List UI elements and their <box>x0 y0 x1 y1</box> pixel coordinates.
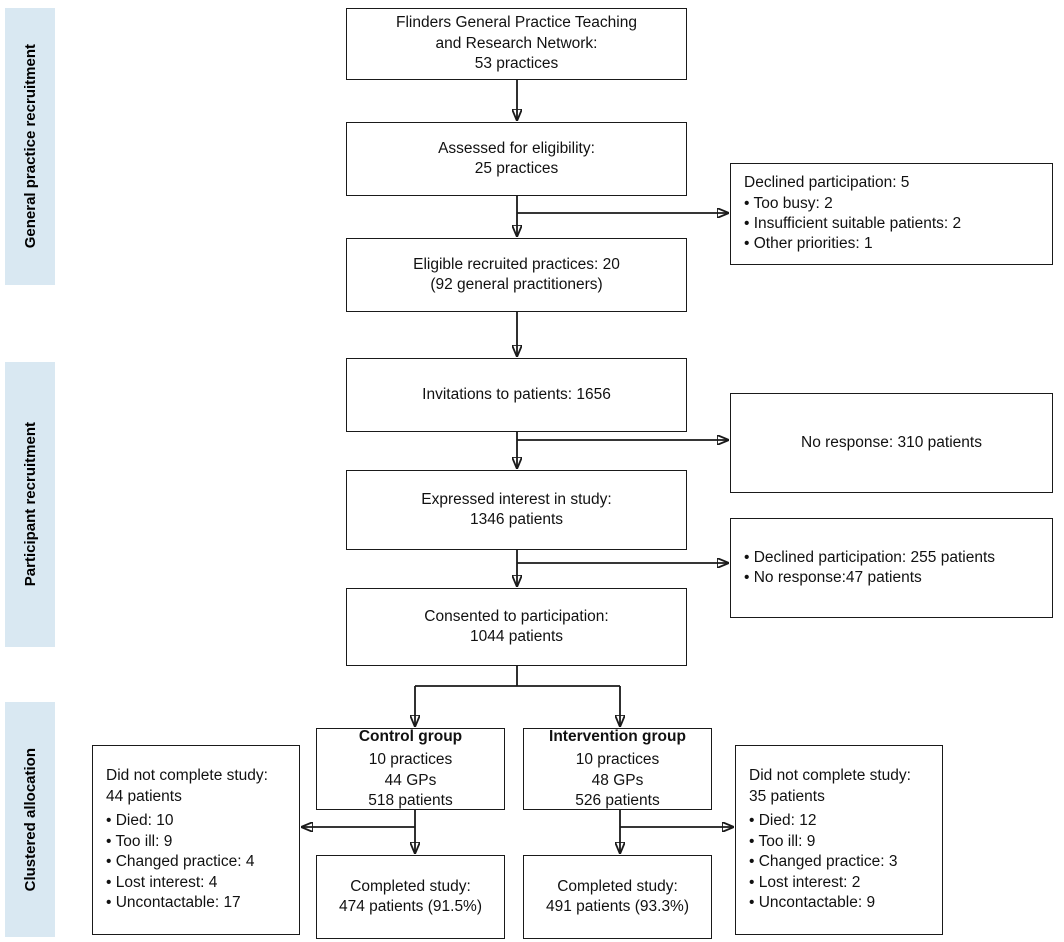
box-line: Assessed for eligibility: <box>438 139 595 157</box>
bullet-item: • Changed practice: 4 <box>106 853 255 871</box>
assessed-eligibility-box <box>346 122 687 196</box>
control-group-box <box>316 728 505 810</box>
completed-control-box <box>316 855 505 939</box>
group-title: Control group <box>358 727 463 745</box>
box-line: Expressed interest in study: <box>421 490 612 508</box>
box-line: Completed study: <box>557 877 678 895</box>
box-line: 474 patients (91.5%) <box>338 898 483 915</box>
box-line: 10 practices <box>368 751 453 769</box>
box-subtitle: 35 patients <box>749 787 825 805</box>
box-line: 526 patients <box>575 791 660 809</box>
box-title: Did not complete study: <box>749 767 911 785</box>
box-line: Invitations to patients: 1656 <box>422 385 611 403</box>
not-completed-control-box <box>92 745 300 935</box>
box-line: Eligible recruited practices: 20 <box>413 255 620 273</box>
no-response-box <box>730 393 1053 493</box>
box-line: 1346 patients <box>469 511 564 528</box>
box-line: 48 GPs <box>591 771 644 789</box>
box-line: No response: 310 patients <box>801 433 982 451</box>
bullet-item: • Declined participation: 255 patients <box>744 548 995 566</box>
section-band-general-practice-recruitment <box>5 8 55 285</box>
intervention-group-box <box>523 728 712 810</box>
bullet-item: • Other priorities: 1 <box>744 235 873 253</box>
box-line: 518 patients <box>368 791 453 809</box>
bullet-item: • Insufficient suitable patients: 2 <box>744 215 962 232</box>
bullet-item: • Too ill: 9 <box>749 832 816 850</box>
flinders-network-box <box>346 8 687 80</box>
box-line: and Research Network: <box>435 34 598 52</box>
section-label: General practice recruitment <box>21 44 39 249</box>
bullet-item: • Changed practice: 3 <box>749 853 898 871</box>
box-line: 44 GPs <box>384 771 437 789</box>
bullet-item: • Uncontactable: 9 <box>749 894 876 912</box>
bullet-item: • Lost interest: 4 <box>106 873 218 891</box>
box-line: Completed study: <box>350 877 471 895</box>
box-line: (92 general practitioners) <box>430 276 603 293</box>
not-completed-intervention-box <box>735 745 943 935</box>
box-title: Did not complete study: <box>106 767 268 785</box>
bullet-item: • No response:47 patients <box>744 569 922 586</box>
bullet-item: • Died: 12 <box>749 812 817 830</box>
bullet-item: • Too busy: 2 <box>744 194 833 212</box>
eligible-practices-box <box>346 238 687 312</box>
expressed-interest-box <box>346 470 687 550</box>
box-line: Consented to participation: <box>424 607 609 625</box>
section-label: Participant recruitment <box>21 422 39 587</box>
bullet-item: • Uncontactable: 17 <box>106 894 241 912</box>
box-line: 25 practices <box>474 160 559 177</box>
bullet-item: • Died: 10 <box>106 812 174 830</box>
completed-intervention-box <box>523 855 712 939</box>
section-band-clustered-allocation <box>5 702 55 937</box>
split-connector <box>415 666 620 686</box>
declined-patients-box <box>730 518 1053 618</box>
declined-practices-box <box>730 163 1053 265</box>
section-label: Clustered allocation <box>21 747 39 892</box>
section-band-participant-recruitment <box>5 362 55 647</box>
bullet-item: • Too ill: 9 <box>106 832 173 850</box>
box-subtitle: 44 patients <box>106 787 182 805</box>
bullet-item: • Lost interest: 2 <box>749 873 861 891</box>
box-line: Flinders General Practice Teaching <box>396 14 637 32</box>
box-line: 491 patients (93.3%) <box>545 898 690 915</box>
group-title: Intervention group <box>549 727 686 745</box>
box-line: 53 practices <box>474 55 559 73</box>
invitations-box <box>346 358 687 432</box>
box-line: 10 practices <box>575 751 660 769</box>
box-line: 1044 patients <box>469 628 564 645</box>
box-title: Declined participation: 5 <box>744 174 910 192</box>
consented-box <box>346 588 687 666</box>
